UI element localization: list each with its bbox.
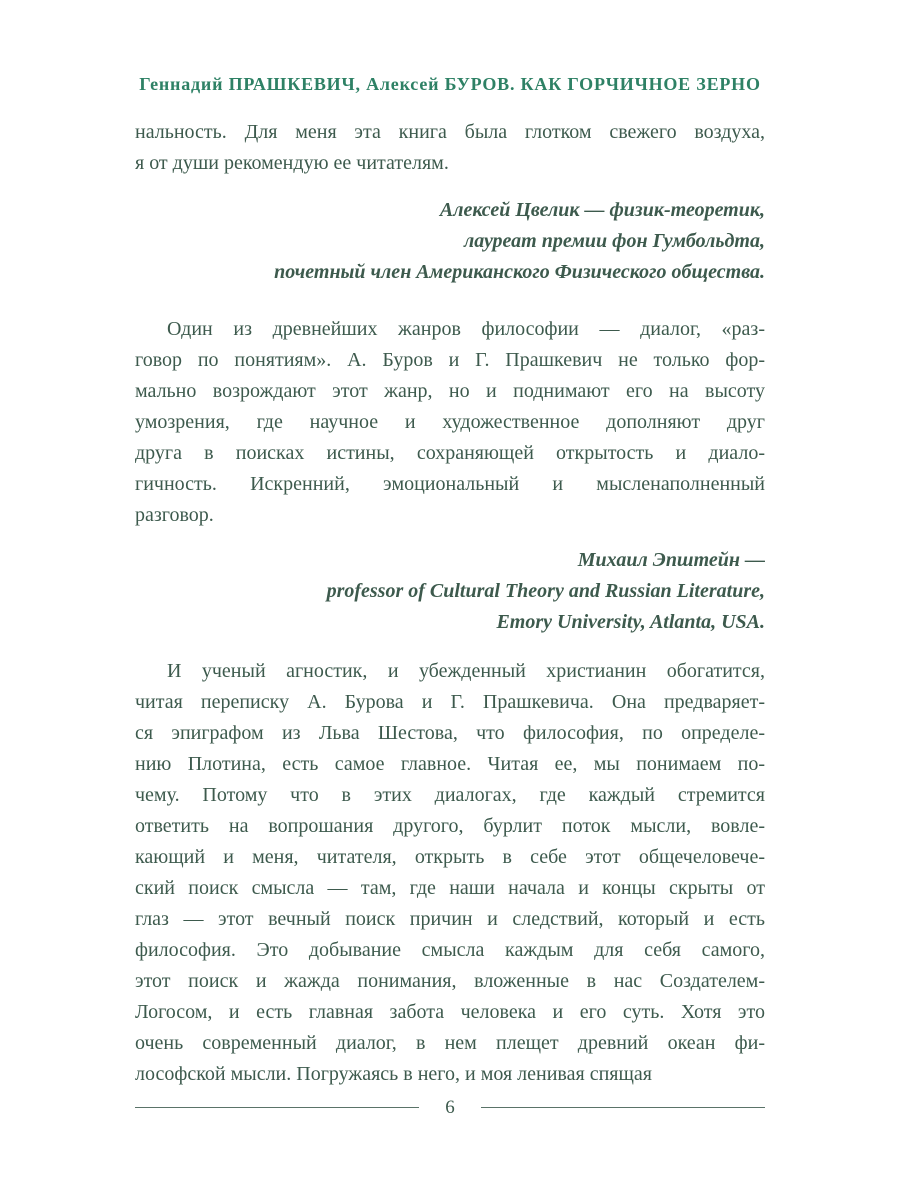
text-line: я от души рекомендую ее читателям. [135, 152, 449, 174]
page-footer [135, 1098, 765, 1117]
text-line: разговор. [135, 504, 214, 526]
text-line: нию Плотина, есть самое главное. Читая ее, мы понимаем по- [135, 753, 765, 775]
text-line: умозрения, где научное и художественное дополняют друг [135, 411, 765, 433]
text-line: гичность. Искренний, эмоциональный и мысленаполненный [135, 473, 765, 495]
paragraph-review-dialog [135, 314, 765, 531]
text-line: этот поиск и жажда понимания, вложенные в нас Создателем- [135, 970, 765, 992]
attribution-epstein [135, 545, 765, 638]
paragraph-review-agnostic [135, 656, 765, 1090]
footer-rule-right [481, 1107, 765, 1108]
text-line: философия. Это добывание смысла каждым для себя самого, [135, 939, 765, 961]
text-line: лософской мысли. Погружаясь в него, и моя ленивая спящая [135, 1063, 652, 1085]
text-line: читая переписку А. Бурова и Г. Прашкевича. Она предваряет- [135, 691, 765, 713]
text-line: друга в поисках истины, сохраняющей открытость и диало- [135, 442, 765, 464]
text-line: ответить на вопрошания другого, бурлит поток мысли, вовле- [135, 815, 765, 837]
text-line: чему. Потому что в этих диалогах, где каждый стремится [135, 784, 765, 806]
text-line: лауреат премии фон Гумбольдта, [463, 230, 765, 252]
text-line: ский поиск смысла — там, где наши начала и концы скрыты от [135, 877, 765, 899]
text-line: Алексей Цвелик — физик-теоретик, [439, 199, 765, 221]
running-header: Геннадий ПРАШКЕВИЧ, Алексей БУРОВ. КАК ГОРЧИЧНОЕ ЗЕРНО [139, 74, 761, 94]
text-line: говор по понятиям». А. Буров и Г. Прашкевич не только фор- [135, 349, 765, 371]
text-line: глаз — этот вечный поиск причин и следствий, который и есть [135, 908, 765, 930]
attribution-tsvelik [135, 195, 765, 288]
page-content [135, 0, 765, 1090]
text-line: нальность. Для меня эта книга была глотком свежего воздуха, [135, 121, 765, 143]
text-line: И ученый агностик, и убежденный христианин обогатится, [167, 660, 765, 682]
page-number: 6 [445, 1097, 455, 1118]
text-line: ся эпиграфом из Льва Шестова, что философия, по определе- [135, 722, 765, 744]
paragraph-review-continuation [135, 117, 765, 179]
text-line: мально возрождают этот жанр, но и поднимают его на высоту [135, 380, 765, 402]
text-line: кающий и меня, читателя, открыть в себе этот общечеловече- [135, 846, 765, 868]
text-line: professor of Cultural Theory and Russian Literature, [326, 580, 765, 602]
text-line: Логосом, и есть главная забота человека и его суть. Хотя это [135, 1001, 765, 1023]
text-line: почетный член Американского Физического общества. [274, 261, 765, 283]
footer-rule-left [135, 1107, 419, 1108]
text-line: Михаил Эпштейн — [577, 549, 765, 571]
text-line: Emory University, Atlanta, USA. [496, 611, 765, 633]
text-line: очень современный диалог, в нем плещет древний океан фи- [135, 1032, 765, 1054]
text-line: Один из древнейших жанров философии — диалог, «раз- [167, 318, 765, 340]
